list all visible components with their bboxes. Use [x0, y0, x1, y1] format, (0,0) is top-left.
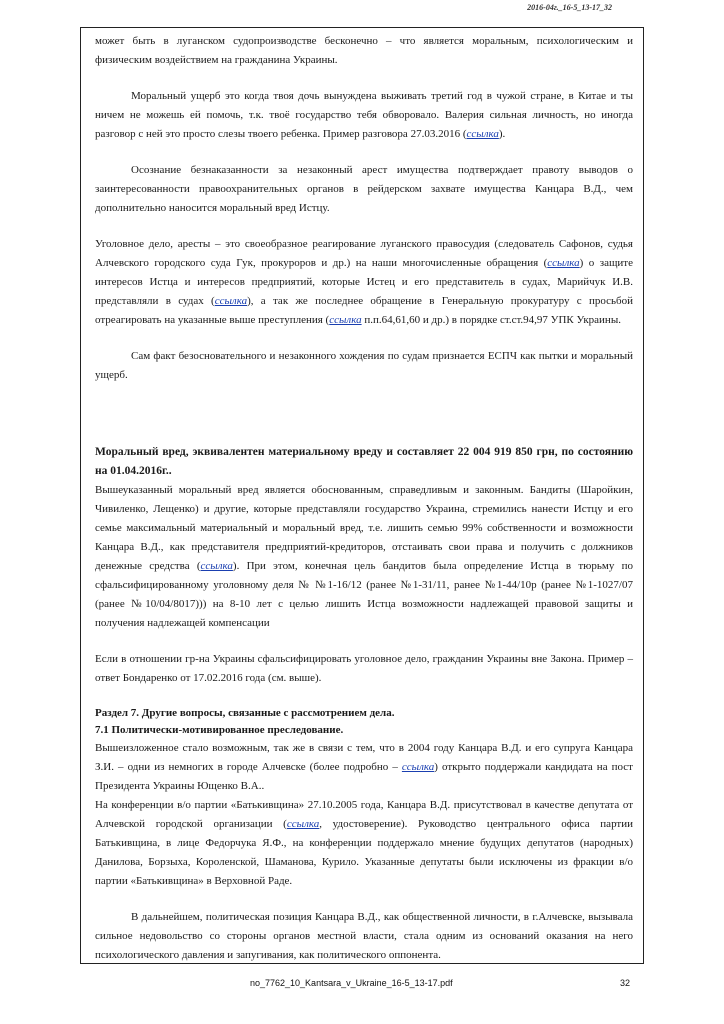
header-stamp: 2016-04г._16-5_13-17_32	[527, 3, 612, 12]
link-certificate[interactable]: ссылка	[286, 818, 320, 830]
section-7-title: Раздел 7. Другие вопросы, связанные с рассмотрением дела.	[95, 707, 395, 719]
paragraph-8-text-a: Вышеизложенное стало возможным, так же в связи с тем, что в 2004 году Канцара В.Д. и его супруга Канцара З.И. – одни из немногих в городе Алчевске (более подробно –	[95, 742, 633, 773]
paragraph-2	[95, 87, 633, 144]
link-creditors[interactable]: ссылка	[200, 560, 233, 572]
paragraph-2-end: ).	[498, 128, 506, 140]
paragraph-8-text-b: ) открыто поддержали кандидата на пост Президента Украины Ющенко В.А..	[95, 761, 633, 792]
link-support[interactable]: ссылка	[401, 761, 435, 773]
footer-filename: no_7762_10_Kantsara_v_Ukraine_16-5_13-17.pdf	[250, 978, 453, 988]
link-courts[interactable]: ссылка	[214, 295, 248, 307]
paragraph-3: Осознание безнаказанности за незаконный арест имущества подтверждает правоту выводов о заинтересованности правоохранительных органов в рейдерском захвате имущества Канцара В.Д., чем дополнительно наносится моральный вред Истцу.	[95, 164, 633, 214]
moral-damage-heading: Моральный вред, эквивалентен материальному вреду и составляет 22 004 919 850 грн, по состоянию на 01.04.2016г..	[95, 446, 633, 477]
paragraph-6-text-b: ). При этом, конечная цель бандитов была определение Истца в тюрьму по сфальсифицированному уголовному деля № №1-16/12 (ранее №1-31/11, ранее №1-44/10р (ранее №1-1027/07 (ранее №10/04/8017))) на 8-10 лет с целью лишить Истца возможности надлежащей правовой защиты и получения надлежащей компенсации	[95, 560, 633, 629]
paragraph-4	[95, 235, 633, 330]
paragraph-4-text-c: ), а так же последнее обращение в Генеральную прокуратуру с просьбой отреагировать на указанные выше преступления (	[95, 295, 633, 326]
paragraph-9-text-a: На конференции в/о партии «Батькивщина» 27.10.2005 года, Канцара В.Д. присутствовал в качестве депутата от Алчевской городской организации (	[95, 799, 633, 830]
paragraph-4-text-d: п.п.64,61,60 и др.) в порядке ст.ст.94,97 УПК Украины.	[361, 314, 621, 326]
paragraph-1: может быть в луганском судопроизводстве бесконечно – что является моральным, психологическим и физическим воздействием на гражданина Украины.	[95, 35, 633, 66]
subsection-7-1-title: 7.1 Политически-мотивированное преследование.	[95, 724, 344, 736]
paragraph-9	[95, 796, 633, 891]
paragraph-7: Если в отношении гр-на Украины сфальсифицировать уголовное дело, гражданин Украины вне Закона. Пример – ответ Бондаренко от 17.02.2016 года (см. выше).	[95, 653, 633, 684]
paragraph-4-text-b: ) о защите интересов Истца и интересов предприятий, которые Истец и его представитель в судах, Марийчук И.В. представляли в судах (	[95, 257, 633, 307]
paragraph-5: Сам факт безосновательного и незаконного хождения по судам признается ЕСПЧ как пытки и моральный ущерб.	[95, 350, 633, 381]
link-prosecutor[interactable]: ссылка	[329, 314, 362, 326]
paragraph-6	[95, 481, 633, 633]
link-conversation[interactable]: ссылка	[466, 128, 499, 140]
paragraph-2-text: Моральный ущерб это когда твоя дочь вынуждена выживать третий год в чужой стране, в Китае и ты ничем не можешь ей помочь, т.к. твоё государство тебя обворовало. Валерия сильная личность, но иногда разговор с ней это просто слезы твоего ребенка. Пример разговора 27.03.2016 (	[95, 90, 633, 140]
document-body	[95, 32, 633, 965]
paragraph-4-text-a: Уголовное дело, аресты – это своеобразное реагирование луганского правосудия (следователь Сафонов, судья Алчевского городского суда Гук, прокуроров и др.) на наши многочисленные обращения (	[95, 238, 633, 269]
paragraph-6-text-a: Вышеуказанный моральный вред является обоснованным, справедливым и законным. Бандиты (Шаройкин, Чивиленко, Лещенко) и другие, которые представляли государство Украина, стремились нанести Истцу и его семье максимальный материальный и моральный вред, т.е. лишить семью 99% собственности и возможности Канцара В.Д., как представителя предприятий-кредиторов, отстаивать свои права и получить с должников денежные средства (	[95, 484, 633, 572]
link-appeals[interactable]: ссылка	[547, 257, 580, 269]
paragraph-8	[95, 739, 633, 796]
footer-page-number: 32	[620, 978, 631, 988]
paragraph-10: В дальнейшем, политическая позиция Канцара В.Д., как общественной личности, в г.Алчевске, вызывала сильное недовольство со стороны органов местной власти, стала одним из оснований оказания на него психологического давления и запугивания, как политического оппонента.	[95, 911, 633, 961]
paragraph-9-text-b: , удостоверение). Руководство центрального офиса партии Батькивщина, в лице Федорчука Я.Ф., на конференции поддержало мнение будущих депутатов (народных) Данилова, Борзыха, Короленской, Шаманова, Курило. Указанные депутаты были исключены из фракции в/о партии «Батькивщина» в Верховной Раде.	[95, 818, 633, 887]
